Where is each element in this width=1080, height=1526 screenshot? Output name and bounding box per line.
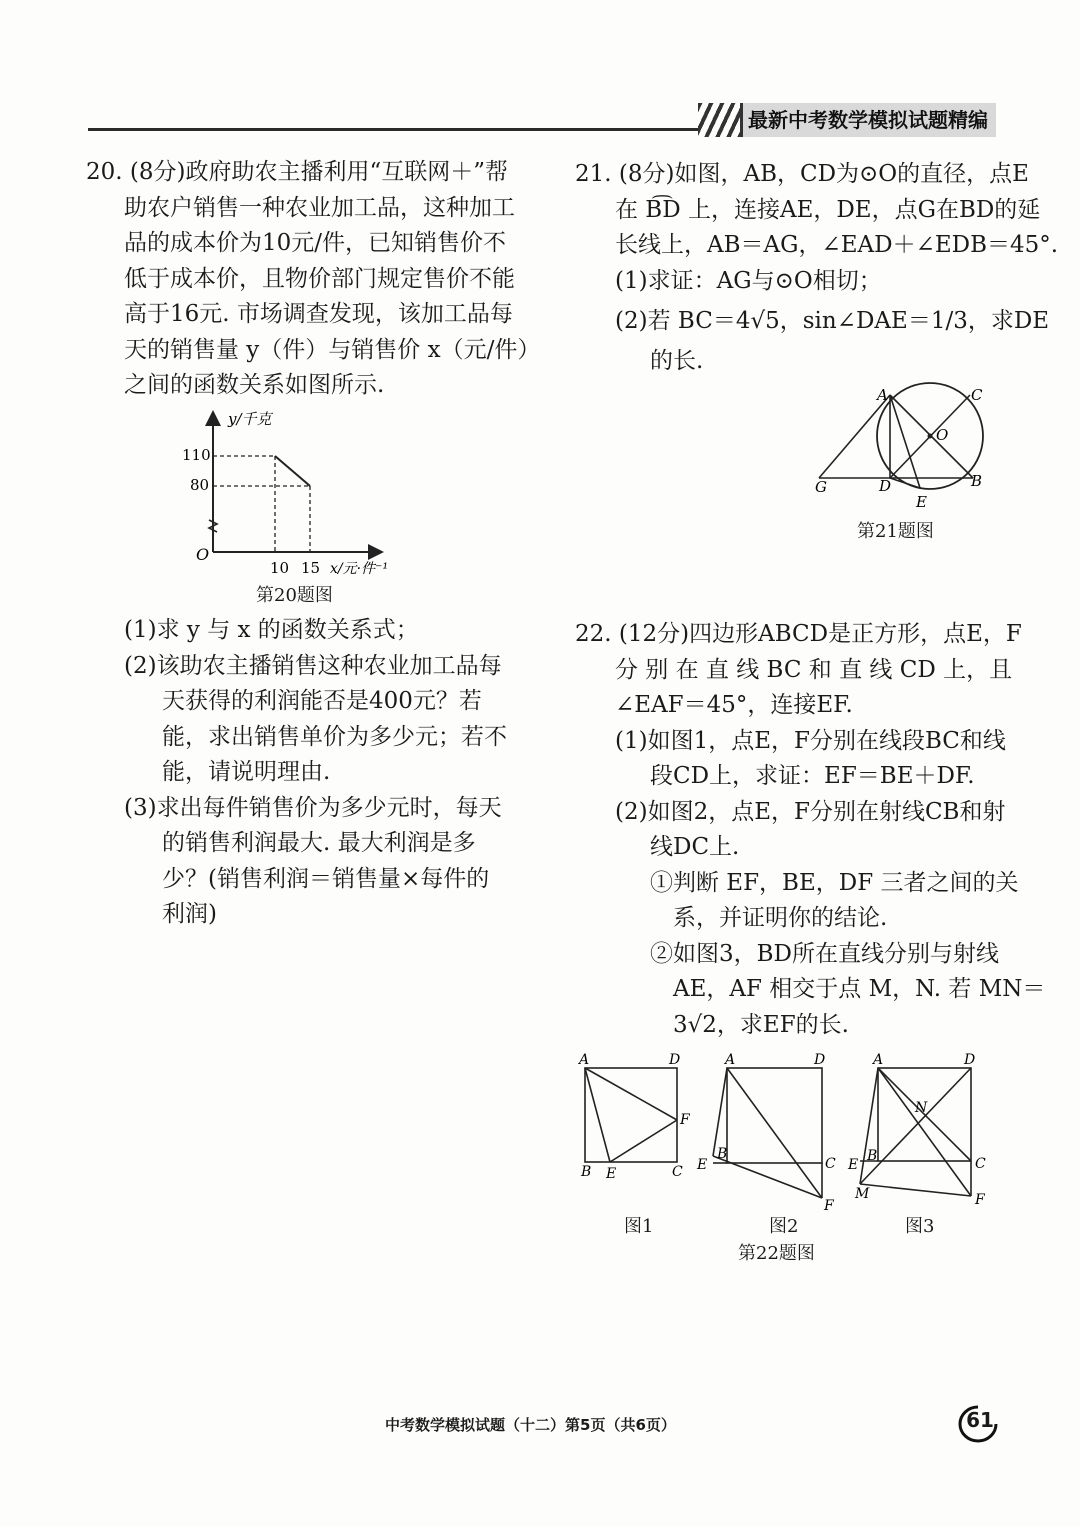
q22-fig2-caption: 图2 [769,1216,799,1237]
y-tick-110: 110 [182,446,211,464]
q22-figures [575,1048,995,1218]
q22-fig1-caption: 图1 [624,1216,654,1237]
q21-line: 在 B͡D 上，连接AE，DE，点G在BD的延 [615,196,1041,223]
page-number: 61 [966,1408,994,1432]
q21-line: 21. (8分)如图，AB，CD为⊙O的直径，点E [575,161,1029,187]
header-title: 最新中考数学模拟试题精编 [748,108,988,132]
f1-label-e: E [606,1166,617,1182]
y-axis-label: y/千克 [228,410,272,428]
q21-caption: 第21题图 [857,521,934,542]
label-o: O [936,426,949,444]
q21-figure [805,378,995,513]
q22-line: (1)如图1，点E，F分别在线段BC和线 [615,727,1006,754]
q22-line: AE，AF 相交于点 M，N. 若 MN＝ [673,976,1046,1002]
f2-label-d: D [814,1052,826,1068]
q20-graph [180,400,410,585]
origin-label: O [196,545,210,564]
f3-label-c: C [975,1156,986,1172]
f1-label-d: D [669,1052,681,1068]
q20-stem [86,155,540,404]
f3-label-n: N [915,1100,928,1116]
q20-line: 天的销售量 y（件）与销售价 x（元/件） [124,336,541,363]
q22-line: ①判断 EF，BE，DF 三者之间的关 [650,869,1019,896]
f1-label-f: F [680,1112,690,1128]
q21-stem [575,157,1058,380]
f2-label-c: C [825,1156,836,1172]
f1-label-b: B [581,1164,592,1180]
x-axis-label: x/元·件⁻¹ [330,561,389,577]
f3-label-e: E [848,1157,859,1173]
f2-label-a: A [725,1052,736,1068]
q20-line: 低于成本价，且物价部门规定售价不能 [124,265,515,292]
f3-label-d: D [964,1052,976,1068]
q21-line: (1)求证：AG与⊙O相切； [615,267,882,294]
q22-line: 线DC上. [650,834,740,860]
axis-break [209,520,217,532]
q22-line: 3√2，求EF的长. [673,1011,849,1038]
label-g: G [815,478,827,496]
header-rule [88,128,698,131]
q22-line: 系，并证明你的结论. [673,905,888,931]
q22-line: ∠EAF＝45°，连接EF. [615,692,853,718]
q22-caption: 第22题图 [738,1243,815,1264]
function-segment [275,456,310,486]
f1-label-c: C [672,1164,683,1180]
q22-line: 段CD上，求证：EF＝BE＋DF. [650,763,975,789]
f2-label-e: E [697,1157,708,1173]
q20-part: 能，求出销售单价为多少元；若不 [162,723,507,750]
q20-line: 助农户销售一种农业加工品，这种加工 [124,194,515,221]
label-e: E [916,493,927,511]
q22-line: (2)如图2，点E，F分别在射线CB和射 [615,798,1006,825]
q20-line: 20. (8分)政府助农主播利用“互联网＋”帮 [86,159,508,185]
f3-label-a: A [873,1052,884,1068]
q22-line: ②如图3，BD所在直线分别与射线 [650,940,999,967]
q22-line: 22. (12分)四边形ABCD是正方形，点E，F [575,621,1022,647]
q20-part: (2)该助农主播销售这种农业加工品每 [124,652,502,679]
f3-label-m: M [855,1186,870,1202]
footer-text: 中考数学模拟试题（十二）第5页（共6页） [385,1416,676,1434]
x-tick-10: 10 [270,559,290,577]
q20-part: 的销售利润最大. 最大利润是多 [162,830,476,856]
label-c: C [971,386,983,404]
f2-label-f: F [824,1198,834,1214]
q20-parts [124,613,507,933]
q22-fig3-caption: 图3 [905,1216,935,1237]
f3-label-b: B [867,1148,878,1164]
f2-label-b: B [717,1146,728,1162]
q21-line: 的长. [650,348,704,374]
q20-part: (1)求 y 与 x 的函数关系式； [124,617,419,643]
q20-line: 品的成本价为10元/件，已知销售价不 [124,230,507,256]
q21-line: (2)若 BC＝4√5，sin∠DAE＝1/3，求DE [615,308,1050,334]
q20-part: 能，请说明理由. [162,759,331,785]
q20-caption: 第20题图 [256,585,333,606]
y-tick-80: 80 [190,476,210,494]
x-tick-15: 15 [301,559,321,577]
label-a: A [877,386,888,404]
f1-label-a: A [579,1052,590,1068]
q22-line: 分 别 在 直 线 BC 和 直 线 CD 上，且 [615,656,1013,683]
q20-part: 少？(销售利润＝销售量×每件的 [162,865,490,892]
q20-part: 天获得的利润能否是400元？若 [162,688,482,714]
f3-label-f: F [975,1192,985,1208]
q20-line: 高于16元. 市场调查发现，该加工品每 [124,301,513,327]
q20-part: (3)求出每件销售价为多少元时，每天 [124,794,502,821]
q20-line: 之间的函数关系如图所示. [124,372,385,398]
q20-part: 利润) [162,901,217,927]
label-b: B [971,472,983,490]
q21-line: 长线上，AB＝AG，∠EAD＋∠EDB＝45°. [615,232,1059,258]
q22-stem [575,617,1045,1043]
label-d: D [879,477,892,495]
